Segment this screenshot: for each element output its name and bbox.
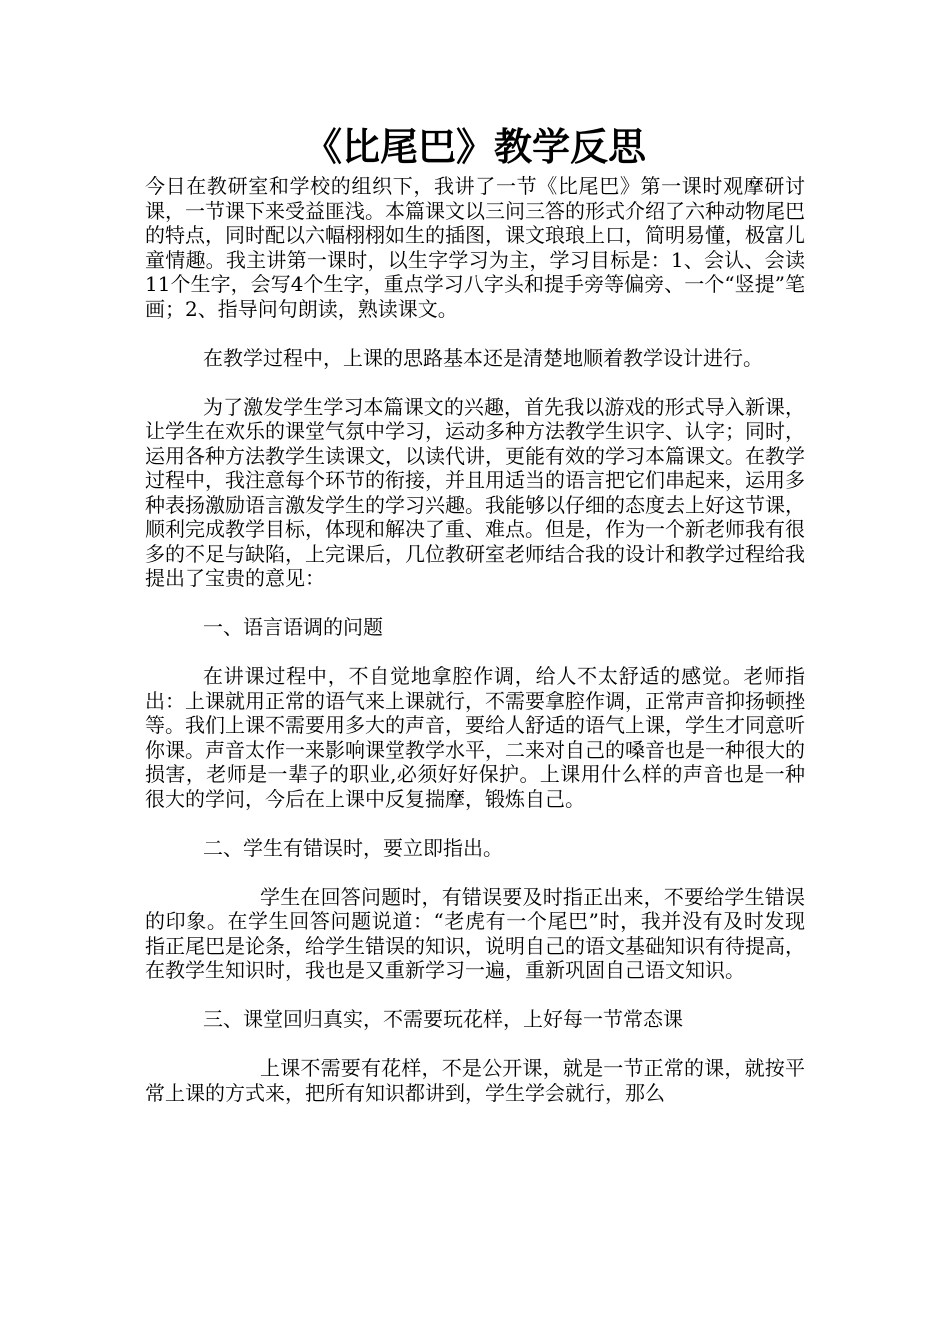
section-heading-3: 三、课堂回归真实，不需要玩花样，上好每一节常态课 xyxy=(203,1007,683,1031)
paragraph-section-2: 学生在回答问题时，有错误要及时指正出来，不要给学生错误的印象。在学生回答问题说道：“老虎有一个尾巴”时，我并没有及时发现指正尾巴是论条，给学生错误的知识，说明自己的语文基础知识有待提高，在教学生知识时，我也是又重新学习一遍，重新巩固自己语文知识。 xyxy=(145,884,805,982)
document-body xyxy=(145,174,805,1105)
paragraph-intro: 今日在教研室和学校的组织下，我讲了一节《比尾巴》第一课时观摩研讨课，一节课下来受益匪浅。本篇课文以三问三答的形式介绍了六种动物尾巴的特点，同时配以六幅栩栩如生的插图，课文琅琅上口，简明易懂，极富儿童情趣。我主讲第一课时，以生字学习为主，学习目标是：1、会认、会读11个生字，会写4个生字，重点学习八字头和提手旁等偏旁、一个“竖提”笔画；2、指导问句朗读，熟读课文。 xyxy=(145,174,805,321)
paragraph-section-3: 上课不需要有花样，不是公开课，就是一节正常的课，就按平常上课的方式来，把所有知识都讲到，学生学会就行，那么 xyxy=(145,1056,805,1105)
paragraph-teaching-method: 为了激发学生学习本篇课文的兴趣，首先我以游戏的形式导入新课，让学生在欢乐的课堂气氛中学习，运动多种方法教学生识字、认字；同时，运用各种方法教学生读课文，以读代讲，更能有效的学习本篇课文。在教学过程中，我注意每个环节的衔接，并且用适当的语言把它们串起来，运用多种表扬激励语言激发学生的学习兴趣。我能够以仔细的态度去上好这节课，顺利完成教学目标，体现和解决了重、难点。但是，作为一个新老师我有很多的不足与缺陷，上完课后，几位教研室老师结合我的设计和教学过程给我提出了宝贵的意见： xyxy=(145,394,805,590)
section-heading-1: 一、语言语调的问题 xyxy=(203,615,383,639)
document-title: 《比尾巴》教学反思 xyxy=(303,125,646,169)
section-heading-2: 二、学生有错误时，要立即指出。 xyxy=(203,835,503,860)
paragraph-section-1: 在讲课过程中，不自觉地拿腔作调，给人不太舒适的感觉。老师指出：上课就用正常的语气来上课就行，不需要拿腔作调，正常声音抑扬顿挫等。我们上课不需要用多大的声音，要给人舒适的语气上课，学生才同意听你课。声音太作一来影响课堂教学水平，二来对自己的嗓音也是一种很大的损害，老师是一辈子的职业,必须好好保护。上课用什么样的声音也是一种很大的学问，今后在上课中反复揣摩，锻炼自己。 xyxy=(145,664,805,811)
paragraph-process: 在教学过程中，上课的思路基本还是清楚地顺着教学设计进行。 xyxy=(203,345,763,370)
